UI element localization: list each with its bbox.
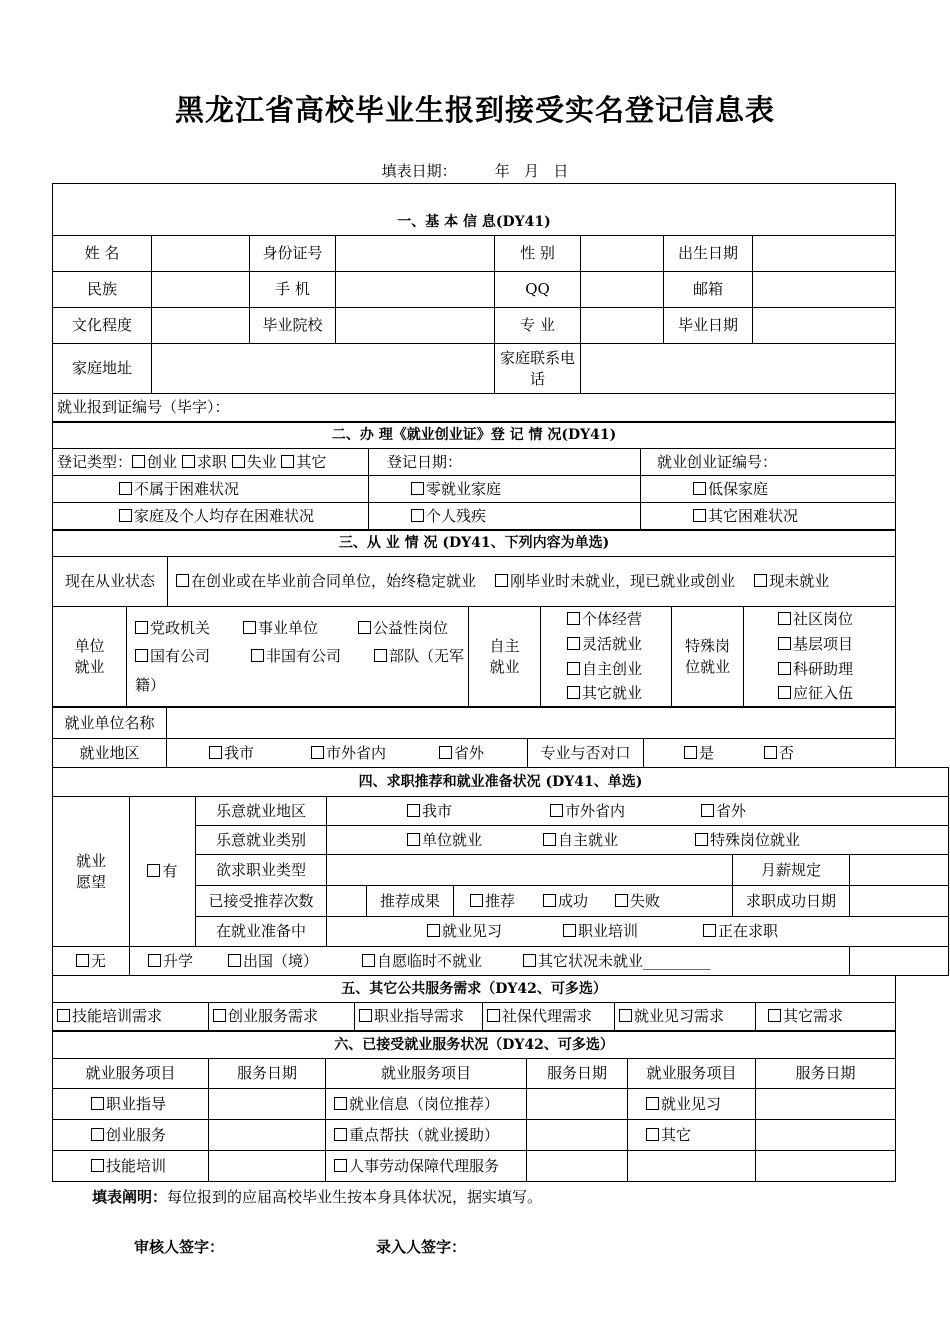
section-basic-info (52, 183, 896, 422)
preparing-options (327, 917, 949, 947)
checkbox[interactable] (693, 482, 706, 495)
checkbox[interactable] (76, 954, 89, 967)
checkbox[interactable] (695, 833, 708, 846)
checkbox[interactable] (646, 1097, 659, 1110)
fill-instructions (92, 1186, 542, 1207)
label-status: 现在从业状态 (53, 557, 168, 607)
fill-date: 填表日期： 年 月 日 (381, 162, 569, 180)
label-ethnic: 民族 (53, 272, 152, 308)
option-label: 推荐 (485, 891, 516, 910)
checkbox[interactable] (57, 1009, 70, 1022)
checkbox[interactable] (209, 746, 222, 759)
option-has[interactable] (130, 797, 196, 947)
checkbox[interactable] (374, 649, 387, 662)
option-label: 就业见习需求 (634, 1007, 725, 1026)
option-label: 零就业家庭 (426, 479, 502, 498)
option-label: 特殊岗位就业 (710, 830, 801, 849)
option-label: 省外 (716, 801, 747, 820)
none-options (130, 947, 850, 976)
checkbox[interactable] (232, 455, 245, 468)
checkbox[interactable] (754, 574, 767, 587)
form-title: 黑龙江省高校毕业生报到接受实名登记信息表 (174, 93, 775, 127)
checkbox[interactable] (427, 924, 440, 937)
checkbox[interactable] (135, 621, 148, 634)
option-label: 个人残疾 (426, 506, 487, 525)
checkbox[interactable] (778, 612, 791, 625)
status-stable: 在创业或在毕业前合同单位，始终稳定就业 (191, 572, 477, 591)
label-preparing: 在就业准备中 (196, 917, 327, 947)
label-pref-area: 乐意就业地区 (196, 797, 327, 826)
label-home-phone: 家庭联系电话 (495, 344, 581, 394)
empty-cell (628, 1151, 756, 1182)
need-startup-service[interactable] (209, 1003, 355, 1031)
field-email[interactable] (753, 272, 896, 308)
date-field[interactable] (209, 1089, 326, 1120)
label-salary: 月薪规定 (733, 855, 850, 886)
label-job-type: 欲求职业类型 (196, 855, 327, 886)
col-service-date: 服务日期 (209, 1059, 326, 1089)
label-result: 推荐成果 (367, 886, 454, 917)
option-label: 其它状况未就业_________ (538, 951, 711, 970)
label-qq: QQ (495, 272, 581, 308)
checkbox[interactable] (251, 649, 264, 662)
option-label: 市外省内 (326, 743, 387, 762)
section-employment-cont (52, 707, 896, 768)
section-job-seeking (52, 767, 949, 976)
match-options (644, 739, 896, 768)
label-pref-type: 乐意就业类别 (196, 826, 327, 855)
option-label: 职业指导 (106, 1094, 167, 1113)
self-options (541, 607, 672, 707)
section-1-header: 一、基 本 信 息(DY41) (53, 184, 896, 236)
label-special-post: 特殊岗位就业 (672, 607, 744, 707)
checkbox[interactable] (693, 509, 706, 522)
section-5-header: 五、其它公共服务需求（DY42、可多选） (53, 976, 896, 1003)
option-label: 党政机关 (150, 618, 211, 637)
entry-signature[interactable]: 录入人签字： (376, 1238, 467, 1256)
option-label: 就业见习 (442, 922, 503, 941)
checkbox[interactable] (615, 894, 628, 907)
checkbox[interactable] (567, 637, 580, 650)
field-birth[interactable] (753, 236, 896, 272)
field-phone[interactable] (336, 272, 495, 308)
field-employer[interactable] (167, 708, 896, 739)
section-registration (52, 422, 896, 530)
section-other-needs (52, 975, 896, 1031)
option-label: 非国有公司 (266, 647, 342, 666)
col-service-date: 服务日期 (527, 1059, 628, 1089)
service-internship[interactable] (628, 1089, 756, 1120)
date-field[interactable] (527, 1120, 628, 1151)
label-school: 毕业院校 (250, 308, 336, 344)
option-label: 出国（境） (243, 951, 319, 970)
special-options (744, 607, 896, 707)
checkbox[interactable] (701, 804, 714, 817)
option-label: 技能培训 (106, 1156, 167, 1175)
type-job-seek: 求职 (196, 452, 227, 471)
option-label: 灵活就业 (582, 634, 643, 653)
option-none[interactable] (53, 947, 130, 976)
label-wish: 就业愿望 (53, 797, 130, 947)
option-label: 创业服务 (106, 1125, 167, 1144)
registration-type (53, 449, 369, 476)
need-internship[interactable] (615, 1003, 756, 1031)
field-name[interactable] (152, 236, 250, 272)
label-grad-date: 毕业日期 (664, 308, 753, 344)
checkbox[interactable] (778, 662, 791, 675)
checkbox[interactable] (778, 686, 791, 699)
checkbox[interactable] (768, 1009, 781, 1022)
option-label: 否 (779, 743, 795, 762)
service-skill-training[interactable] (53, 1151, 209, 1182)
label-success-date: 求职成功日期 (733, 886, 850, 917)
field-recommend-count[interactable] (327, 886, 367, 917)
area-options (167, 739, 528, 768)
checkbox[interactable] (359, 1009, 372, 1022)
service-career-guidance[interactable] (53, 1089, 209, 1120)
pref-type-options (327, 826, 949, 855)
checkbox[interactable] (567, 662, 580, 675)
registration-date: 登记日期： (369, 449, 641, 476)
checkbox[interactable] (148, 954, 161, 967)
option-label: 单位就业 (422, 830, 483, 849)
checkbox[interactable] (563, 924, 576, 937)
checkbox[interactable] (147, 864, 160, 877)
checkbox[interactable] (764, 746, 777, 759)
service-job-info[interactable] (326, 1089, 527, 1120)
type-unemployed: 失业 (246, 452, 277, 471)
field-success-date[interactable] (850, 886, 949, 917)
checkbox[interactable] (407, 833, 420, 846)
checkbox[interactable] (311, 746, 324, 759)
field-address[interactable] (152, 344, 495, 394)
checkbox[interactable] (91, 1097, 104, 1110)
empty-cell (756, 1151, 896, 1182)
pref-area-options (327, 797, 949, 826)
service-hr-agency[interactable] (326, 1151, 527, 1182)
label-employer: 就业单位名称 (53, 708, 167, 739)
option-label: 有 (162, 862, 178, 881)
checkbox[interactable] (132, 455, 145, 468)
option-label: 就业见习 (661, 1094, 722, 1113)
date-field[interactable] (209, 1151, 326, 1182)
checkbox[interactable] (543, 894, 556, 907)
field-grad-date[interactable] (753, 308, 896, 344)
status-later-employed: 刚毕业时未就业，现已就业或创业 (510, 572, 736, 591)
need-skill-training[interactable] (53, 1003, 209, 1031)
need-social-insurance[interactable] (483, 1003, 615, 1031)
checkbox[interactable] (243, 621, 256, 634)
result-options (454, 886, 733, 917)
option-c5[interactable] (369, 503, 641, 530)
label-report-number: 就业报到证编号（毕字）： (53, 394, 896, 422)
option-c2[interactable] (369, 476, 641, 503)
checkbox[interactable] (119, 482, 132, 495)
option-label: 省外 (454, 743, 485, 762)
checkbox[interactable] (228, 954, 241, 967)
checkbox[interactable] (567, 612, 580, 625)
label-id: 身份证号 (250, 236, 336, 272)
option-c4[interactable] (53, 503, 369, 530)
unit-options (127, 607, 469, 707)
status-unemployed: 现未就业 (769, 572, 830, 591)
field-salary[interactable] (850, 855, 949, 886)
option-label: 自主就业 (558, 830, 619, 849)
label-email: 邮箱 (664, 272, 753, 308)
option-label: 其它就业 (582, 684, 643, 703)
service-startup[interactable] (53, 1120, 209, 1151)
checkbox[interactable] (411, 482, 424, 495)
checkbox[interactable] (619, 1009, 632, 1022)
option-label: 职业指导需求 (374, 1007, 465, 1026)
option-label: 我市 (422, 801, 453, 820)
option-label: 重点帮扶（就业援助） (349, 1125, 500, 1144)
option-label: 不属于困难状况 (134, 479, 240, 498)
checkbox[interactable] (567, 686, 580, 699)
checkbox[interactable] (119, 509, 132, 522)
section-6-header: 六、已接受就业服务状况（DY42、可多选） (53, 1032, 896, 1059)
service-other[interactable] (628, 1120, 756, 1151)
col-service-date: 服务日期 (756, 1059, 896, 1089)
col-service-item: 就业服务项目 (326, 1059, 527, 1089)
checkbox[interactable] (495, 574, 508, 587)
field-major[interactable] (581, 308, 664, 344)
checkbox[interactable] (334, 1159, 347, 1172)
section-4-header: 四、求职推荐和就业准备状况 (DY41、单选) (53, 768, 949, 797)
option-label: 正在求职 (718, 922, 779, 941)
checkbox[interactable] (407, 804, 420, 817)
option-label: 人事劳动保障代理服务 (349, 1156, 500, 1175)
field-job-type[interactable] (327, 855, 733, 886)
date-field[interactable] (209, 1120, 326, 1151)
need-career-guidance[interactable] (355, 1003, 483, 1031)
option-label: 市外省内 (565, 801, 626, 820)
checkbox[interactable] (646, 1128, 659, 1141)
option-label: 其它困难状况 (708, 506, 799, 525)
label-address: 家庭地址 (53, 344, 152, 394)
checkbox[interactable] (182, 455, 195, 468)
option-c1[interactable] (53, 476, 369, 503)
label-recommend-count: 已接受推荐次数 (196, 886, 327, 917)
need-other[interactable] (756, 1003, 896, 1031)
field-ethnic[interactable] (152, 272, 250, 308)
date-field[interactable] (527, 1089, 628, 1120)
col-service-item: 就业服务项目 (53, 1059, 209, 1089)
option-label: 基层项目 (793, 634, 854, 653)
reg-type-label: 登记类型： (57, 452, 133, 471)
option-label: 创业服务需求 (228, 1007, 319, 1026)
checkbox[interactable] (439, 746, 452, 759)
status-options (168, 557, 896, 607)
label-birth: 出生日期 (664, 236, 753, 272)
option-label: 职业培训 (578, 922, 639, 941)
label-area: 就业地区 (53, 739, 167, 768)
field-id[interactable] (336, 236, 495, 272)
date-field[interactable] (527, 1151, 628, 1182)
option-label: 低保家庭 (708, 479, 769, 498)
option-c6[interactable] (641, 503, 896, 530)
option-label: 无 (90, 951, 106, 970)
option-label: 自主创业 (582, 659, 643, 678)
option-label: 我市 (224, 743, 255, 762)
checkbox[interactable] (550, 804, 563, 817)
note-label: 填表阐明： (92, 1188, 168, 1206)
field-qq[interactable] (581, 272, 664, 308)
label-self-employment: 自主就业 (469, 607, 541, 707)
section-3-header: 三、从 业 情 况 (DY41、下列内容为单选) (53, 531, 896, 557)
section-services-received (52, 1031, 896, 1182)
label-gender: 性 别 (495, 236, 581, 272)
label-major-match: 专业与否对口 (528, 739, 644, 768)
label-edu: 文化程度 (53, 308, 152, 344)
option-label: 科研助理 (793, 659, 854, 678)
date-field[interactable] (756, 1089, 896, 1120)
option-label: 其它需求 (783, 1007, 844, 1026)
label-phone: 手 机 (250, 272, 336, 308)
checkbox[interactable] (281, 455, 294, 468)
option-label: 事业单位 (258, 618, 319, 637)
option-label: 个体经营 (582, 610, 643, 628)
option-label: 失败 (630, 891, 661, 910)
service-key-assist[interactable] (326, 1120, 527, 1151)
label-major: 专 业 (495, 308, 581, 344)
checkbox[interactable] (470, 894, 483, 907)
checkbox[interactable] (362, 954, 375, 967)
option-c3[interactable] (641, 476, 896, 503)
option-label: 成功 (558, 891, 589, 910)
field-home-phone[interactable] (581, 344, 896, 394)
option-label: 公益性岗位 (373, 618, 449, 637)
section-2-header: 二、办 理《就业创业证》登 记 情 况(DY41) (53, 423, 896, 449)
date-field[interactable] (756, 1120, 896, 1151)
certificate-number: 就业创业证编号： (641, 449, 896, 476)
option-label: 就业信息（岗位推荐） (349, 1094, 500, 1113)
option-label: 自愿临时不就业 (377, 951, 483, 970)
checkbox[interactable] (523, 954, 536, 967)
checkbox[interactable] (334, 1128, 347, 1141)
note-text: 每位报到的应届高校毕业生按本身具体状况，据实填写。 (167, 1188, 543, 1206)
option-label: 其它 (661, 1125, 692, 1144)
type-startup: 创业 (147, 452, 178, 471)
checkbox[interactable] (91, 1159, 104, 1172)
checkbox[interactable] (778, 637, 791, 650)
checkbox[interactable] (213, 1009, 226, 1022)
checkbox[interactable] (703, 924, 716, 937)
option-label: 部队（无军籍） (135, 647, 465, 694)
option-label: 家庭及个人均存在困难状况 (134, 506, 315, 525)
option-label: 技能培训需求 (72, 1007, 163, 1026)
option-label: 社区岗位 (793, 610, 854, 628)
option-label: 国有公司 (150, 647, 211, 666)
type-other: 其它 (296, 452, 327, 471)
checkbox[interactable] (176, 574, 189, 587)
field-edu[interactable] (152, 308, 250, 344)
col-service-item: 就业服务项目 (628, 1059, 756, 1089)
checkbox[interactable] (543, 833, 556, 846)
checkbox[interactable] (411, 509, 424, 522)
label-unit-employment: 单位就业 (53, 607, 127, 707)
checkbox[interactable] (135, 649, 148, 662)
section-employment (52, 530, 896, 707)
option-label: 社保代理需求 (502, 1007, 593, 1026)
checkbox[interactable] (91, 1128, 104, 1141)
checkbox[interactable] (334, 1097, 347, 1110)
option-label: 应征入伍 (793, 684, 854, 703)
option-label: 升学 (163, 951, 194, 970)
checkbox[interactable] (487, 1009, 500, 1022)
label-name: 姓 名 (53, 236, 152, 272)
checkbox[interactable] (684, 746, 697, 759)
field-gender[interactable] (581, 236, 664, 272)
option-label: 是 (699, 743, 715, 762)
field-school[interactable] (336, 308, 495, 344)
checkbox[interactable] (358, 621, 371, 634)
reviewer-signature[interactable]: 审核人签字： (134, 1238, 225, 1256)
